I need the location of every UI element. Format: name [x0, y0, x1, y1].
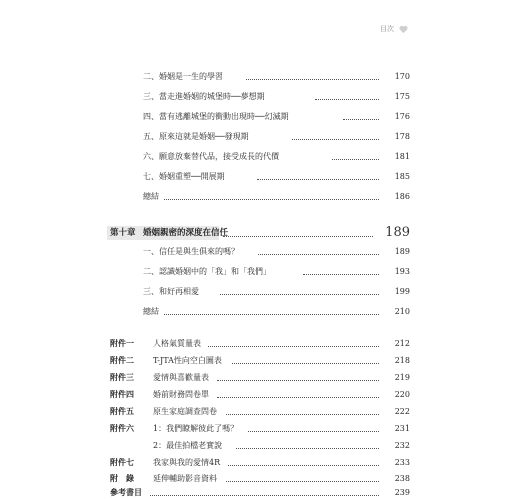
- leader-dots: [292, 130, 379, 140]
- appendix-title: 延伸輔助影音資料: [153, 474, 217, 483]
- appendix-page: 239: [394, 488, 410, 497]
- appendix-number: 附件五: [110, 407, 134, 416]
- chapter-title: 婚姻親密的深度在信任: [143, 228, 229, 238]
- toc-entry-page: 175: [394, 92, 410, 101]
- toc-entry[interactable]: [0, 265, 520, 279]
- leader-dots: [332, 150, 379, 160]
- appendix-title: 人格氣質量表: [153, 339, 201, 348]
- toc-entry[interactable]: [0, 130, 520, 144]
- appendix-entry[interactable]: [0, 354, 520, 368]
- toc-entry-page: 185: [394, 172, 410, 181]
- toc-entry[interactable]: [0, 150, 520, 164]
- toc-entry[interactable]: [0, 170, 520, 184]
- appendix-entry[interactable]: [0, 439, 520, 453]
- toc-entry-title: 二、婚姻是一生的學習: [143, 72, 223, 81]
- leader-dots: [257, 170, 379, 180]
- toc-entry-title: 三、當走進婚姻的城堡時──夢想期: [143, 92, 265, 101]
- chapter-page: 189: [385, 225, 410, 240]
- toc-entry-title: 總結: [143, 307, 159, 316]
- appendix-title: 原生家庭調查問卷: [153, 407, 217, 416]
- appendix-entry[interactable]: [0, 371, 520, 385]
- appendix-number: 附件七: [110, 458, 134, 467]
- toc-entry-page: 170: [394, 72, 410, 81]
- appendix-page: 233: [394, 458, 410, 467]
- leader-dots: [228, 456, 379, 466]
- appendix-entry[interactable]: [0, 456, 520, 470]
- leader-dots: [217, 371, 379, 381]
- appendix-page: 222: [394, 407, 410, 416]
- leader-dots: [258, 245, 379, 255]
- appendix-title: 2：最佳拍檔老實說: [153, 441, 223, 450]
- appendix-page: 232: [394, 441, 410, 450]
- toc-entry[interactable]: [0, 110, 520, 124]
- appendix-entry[interactable]: [0, 388, 520, 402]
- toc-entry-page: 193: [394, 267, 410, 276]
- toc-entry[interactable]: [0, 285, 520, 299]
- toc-entry-title: 三、和好再相愛: [143, 287, 199, 296]
- appendix-number: 附件六: [110, 424, 134, 433]
- appendix-entry[interactable]: [0, 472, 520, 486]
- appendix-page: 218: [394, 356, 410, 365]
- appendix-page: 220: [394, 390, 410, 399]
- appendix-number: 附件一: [110, 339, 134, 348]
- toc-entry-title: 二、認識婚姻中的「我」和「我們」: [143, 267, 271, 276]
- appendix-entry[interactable]: [0, 422, 520, 436]
- toc-entry-page: 189: [394, 247, 410, 256]
- toc-entry-page: 186: [394, 192, 410, 201]
- toc-entry-page: 210: [394, 307, 410, 316]
- leader-dots: [232, 354, 379, 364]
- toc-entry-page: 181: [394, 152, 410, 161]
- appendix-title: 1：我們瞭解彼此了嗎？: [153, 424, 239, 433]
- appendix-page: 231: [394, 424, 410, 433]
- appendix-title: 愛情與喜歡量表: [153, 373, 209, 382]
- toc-entry-page: 199: [394, 287, 410, 296]
- appendix-title: 婚前財務問卷單: [153, 390, 209, 399]
- chapter-number: 第十章: [110, 228, 136, 238]
- leader-dots: [248, 422, 379, 432]
- appendix-number: 附 錄: [110, 474, 134, 483]
- leader-dots: [208, 337, 379, 347]
- leader-dots: [246, 70, 379, 80]
- leader-dots: [226, 405, 379, 415]
- leader-dots: [223, 224, 373, 237]
- references-label: 參考書目: [110, 488, 142, 497]
- toc-entry[interactable]: [0, 245, 520, 259]
- toc-entry-title: 一、信任是與生俱來的嗎？: [143, 247, 239, 256]
- appendix-page: 238: [394, 474, 410, 483]
- appendix-page: 212: [394, 339, 410, 348]
- leader-dots: [226, 472, 379, 482]
- chapter-heading[interactable]: [107, 224, 410, 244]
- appendix-entry[interactable]: [0, 337, 520, 351]
- toc-entry[interactable]: [0, 190, 520, 204]
- page-header: [380, 24, 408, 34]
- toc-entry-title: 五、原來這就是婚姻──發現期: [143, 132, 249, 141]
- appendix-title: 我家與我的愛情4R: [153, 458, 221, 467]
- appendix-page: 219: [394, 373, 410, 382]
- heart-icon: [399, 25, 408, 34]
- leader-dots: [315, 90, 379, 100]
- toc-entry-title: 六、願意放棄替代品，接受成長的代價: [143, 152, 279, 161]
- toc-entry-page: 176: [394, 112, 410, 121]
- toc-entry[interactable]: [0, 305, 520, 319]
- appendix-number: 附件三: [110, 373, 134, 382]
- appendix-entry[interactable]: [0, 486, 520, 500]
- leader-dots: [150, 486, 379, 496]
- leader-dots: [164, 190, 379, 200]
- header-label: 目次: [380, 25, 394, 33]
- leader-dots: [164, 305, 379, 315]
- appendix-number: 附件四: [110, 390, 134, 399]
- appendix-number: 附件二: [110, 356, 134, 365]
- leader-dots: [236, 439, 379, 449]
- appendix-title: T-JTA性向空白圖表: [153, 356, 222, 365]
- leader-dots: [220, 285, 379, 295]
- appendix-entry[interactable]: [0, 405, 520, 419]
- leader-dots: [217, 388, 379, 398]
- toc-entry-page: 178: [394, 132, 410, 141]
- leader-dots: [303, 265, 379, 275]
- toc-entry[interactable]: [0, 70, 520, 84]
- toc-entry-title: 四、當有逃離城堡的衝動出現時──幻滅期: [143, 112, 289, 121]
- leader-dots: [343, 110, 379, 120]
- toc-entry-title: 總結: [143, 192, 159, 201]
- toc-entry[interactable]: [0, 90, 520, 104]
- toc-entry-title: 七、婚姻重塑──開展期: [143, 172, 225, 181]
